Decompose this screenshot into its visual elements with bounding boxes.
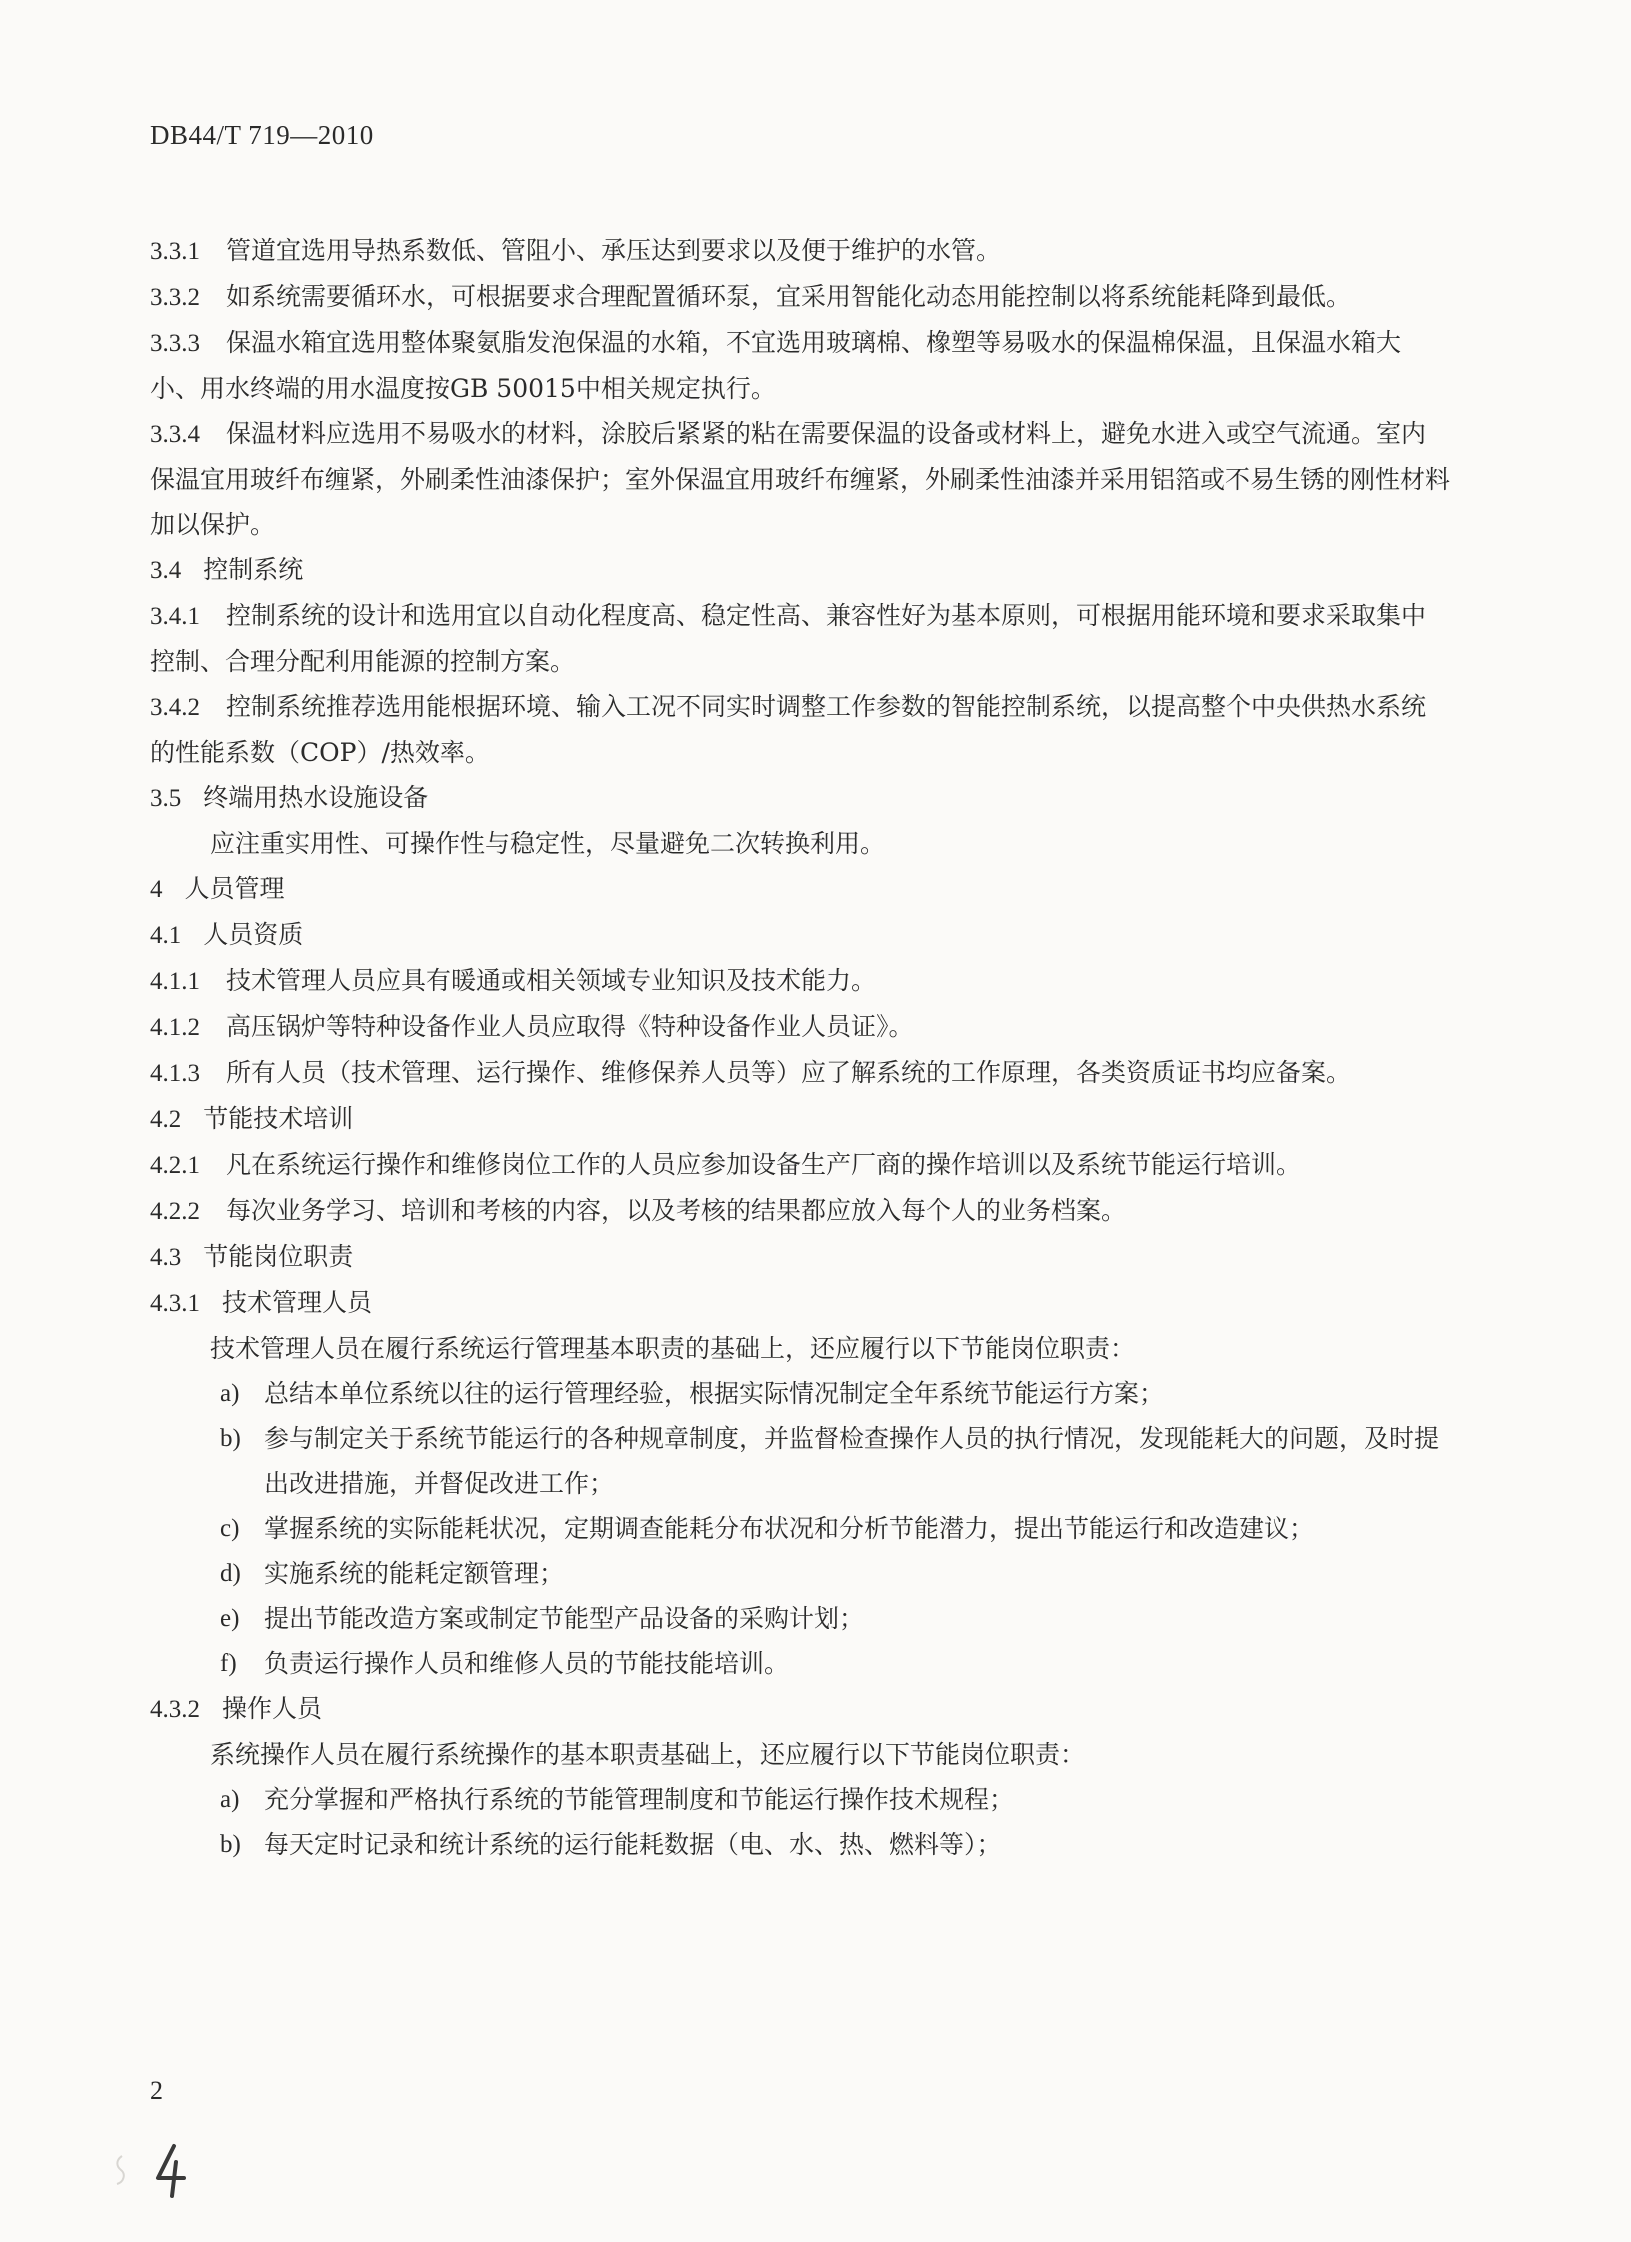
section-number: 4.1 [150, 922, 182, 949]
clause-text: 保温材料应选用不易吸水的材料，涂胶后紧紧的粘在需要保温的设备或材料上，避免水进入或空气流通。室内保温宜用玻纤布缠紧，外刷柔性油漆保护；室外保温宜用玻纤布缠紧，外刷柔性油漆并采用铝箔或不易生锈的刚性材料加以保护。 [150, 419, 1451, 539]
section-number: 4.3 [150, 1244, 182, 1271]
clause-number: 4.1.2 [150, 1014, 200, 1041]
document-body [150, 228, 1450, 1867]
page-number: 2 [150, 2076, 163, 2105]
clause-number: 3.4.2 [150, 694, 200, 721]
clause-text: 所有人员（技术管理、运行操作、维修保养人员等）应了解系统的工作原理，各类资质证书均应备案。 [226, 1058, 1352, 1087]
subsection-title: 操作人员 [222, 1694, 323, 1723]
clause-text: 保温水箱宜选用整体聚氨脂发泡保温的水箱，不宜选用玻璃棉、橡塑等易吸水的保温棉保温，且保温水箱大小、用水终端的用水温度按GB 50015中相关规定执行。 [150, 328, 1402, 403]
list-item [150, 1822, 1450, 1867]
section-title: 节能技术培训 [203, 1104, 354, 1133]
section-heading-3-5 [150, 775, 1450, 821]
handwritten-mark-icon [150, 2140, 190, 2200]
list-marker: f) [220, 1650, 237, 1677]
clause-3-4-1 [150, 593, 1450, 684]
clause-4-1-1 [150, 958, 1450, 1004]
chapter-title: 人员管理 [184, 874, 285, 903]
list-marker: a) [220, 1786, 240, 1813]
duty-list-4-3-1 [150, 1371, 1450, 1686]
clause-number: 3.4.1 [150, 603, 200, 630]
clause-text: 凡在系统运行操作和维修岗位工作的人员应参加设备生产厂商的操作培训以及系统节能运行培训。 [226, 1150, 1302, 1179]
section-heading-4-3 [150, 1234, 1450, 1280]
subsection-4-3-2-intro: 系统操作人员在履行系统操作的基本职责基础上，还应履行以下节能岗位职责： [210, 1740, 1086, 1769]
clause-4-2-2 [150, 1188, 1450, 1234]
section-3-5-text: 应注重实用性、可操作性与稳定性，尽量避免二次转换利用。 [210, 829, 886, 858]
list-text: 每天定时记录和统计系统的运行能耗数据（电、水、热、燃料等）； [264, 1830, 1002, 1859]
section-heading-3-4 [150, 547, 1450, 593]
chapter-number: 4 [150, 876, 163, 903]
clause-text: 控制系统的设计和选用宜以自动化程度高、稳定性高、兼容性好为基本原则，可根据用能环境和要求采取集中控制、合理分配利用能源的控制方案。 [150, 601, 1427, 676]
list-marker: a) [220, 1380, 240, 1407]
list-marker: b) [220, 1831, 241, 1858]
list-item [150, 1777, 1450, 1822]
section-title: 人员资质 [203, 920, 304, 949]
clause-text: 技术管理人员应具有暖通或相关领域专业知识及技术能力。 [226, 966, 877, 995]
clause-text: 每次业务学习、培训和考核的内容，以及考核的结果都应放入每个人的业务档案。 [226, 1196, 1127, 1225]
section-number: 3.4 [150, 557, 182, 584]
scan-smudge-icon [112, 2152, 128, 2188]
clause-4-1-3 [150, 1050, 1450, 1096]
subsection-number: 4.3.2 [150, 1696, 200, 1723]
list-marker: d) [220, 1560, 241, 1587]
list-marker: b) [220, 1425, 241, 1452]
clause-number: 3.3.4 [150, 421, 200, 448]
list-text: 掌握系统的实际能耗状况，定期调查能耗分布状况和分析节能潜力，提出节能运行和改造建议； [264, 1514, 1315, 1543]
clause-number: 4.1.1 [150, 968, 200, 995]
document-code: DB44/T 719—2010 [150, 120, 374, 150]
section-heading-4-2 [150, 1096, 1450, 1142]
clause-3-3-3 [150, 320, 1450, 411]
clause-text: 管道宜选用导热系数低、管阻小、承压达到要求以及便于维护的水管。 [226, 236, 1002, 265]
clause-number: 3.3.1 [150, 238, 200, 265]
clause-3-4-2 [150, 684, 1450, 775]
chapter-heading-4 [150, 866, 1450, 912]
list-marker: c) [220, 1515, 240, 1542]
clause-number: 3.3.3 [150, 330, 200, 357]
clause-4-2-1 [150, 1142, 1450, 1188]
list-item [150, 1506, 1450, 1551]
clause-number: 4.2.2 [150, 1198, 200, 1225]
list-item [150, 1371, 1450, 1416]
list-item [150, 1596, 1450, 1641]
section-heading-4-1 [150, 912, 1450, 958]
clause-3-3-4 [150, 411, 1450, 547]
clause-3-3-1 [150, 228, 1450, 274]
list-text: 参与制定关于系统节能运行的各种规章制度，并监督检查操作人员的执行情况，发现能耗大的问题，及时提出改进措施，并督促改进工作； [264, 1424, 1440, 1498]
duty-list-4-3-2 [150, 1777, 1450, 1867]
subsection-4-3-1-intro: 技术管理人员在履行系统运行管理基本职责的基础上，还应履行以下节能岗位职责： [210, 1334, 1136, 1363]
list-text: 负责运行操作人员和维修人员的节能技能培训。 [264, 1649, 790, 1678]
list-marker: e) [220, 1605, 240, 1632]
subsection-title: 技术管理人员 [222, 1288, 373, 1317]
subsection-heading-4-3-2 [150, 1686, 1450, 1732]
section-number: 3.5 [150, 785, 182, 812]
clause-3-3-2 [150, 274, 1450, 320]
list-item [150, 1416, 1450, 1506]
section-title: 节能岗位职责 [203, 1242, 354, 1271]
clause-text: 如系统需要循环水，可根据要求合理配置循环泵，宜采用智能化动态用能控制以将系统能耗降到最低。 [226, 282, 1352, 311]
clause-text: 高压锅炉等特种设备作业人员应取得《特种设备作业人员证》。 [226, 1012, 914, 1041]
list-text: 充分掌握和严格执行系统的节能管理制度和节能运行操作技术规程； [264, 1785, 1015, 1814]
subsection-number: 4.3.1 [150, 1290, 200, 1317]
subsection-heading-4-3-1 [150, 1280, 1450, 1326]
list-text: 提出节能改造方案或制定节能型产品设备的采购计划； [264, 1604, 865, 1633]
section-number: 4.2 [150, 1106, 182, 1133]
clause-text: 控制系统推荐选用能根据环境、输入工况不同实时调整工作参数的智能控制系统，以提高整个中央供热水系统的性能系数（COP）/热效率。 [150, 692, 1427, 767]
list-item [150, 1551, 1450, 1596]
clause-number: 4.2.1 [150, 1152, 200, 1179]
list-text: 实施系统的能耗定额管理； [264, 1559, 565, 1588]
clause-number: 3.3.2 [150, 284, 200, 311]
list-item [150, 1641, 1450, 1686]
section-title: 终端用热水设施设备 [203, 783, 429, 812]
list-text: 总结本单位系统以往的运行管理经验，根据实际情况制定全年系统节能运行方案； [264, 1379, 1165, 1408]
clause-number: 4.1.3 [150, 1060, 200, 1087]
section-title: 控制系统 [203, 555, 304, 584]
clause-4-1-2 [150, 1004, 1450, 1050]
